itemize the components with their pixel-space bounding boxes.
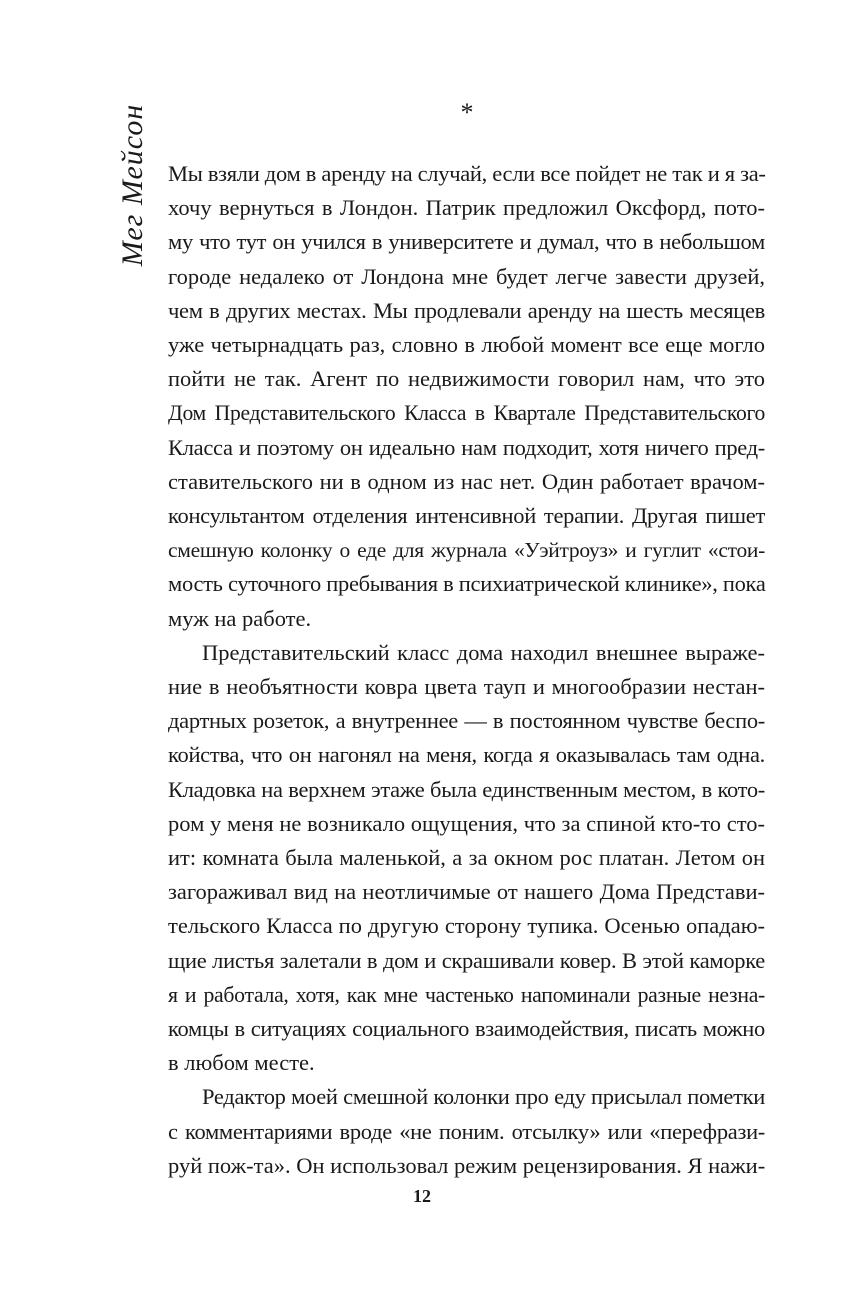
- body-text: [168, 157, 765, 1183]
- text-line: мость суточного пребывания в психиатрической клинике», пока: [168, 571, 766, 597]
- running-head-author: Мег Мейсон: [116, 103, 150, 267]
- text-line: я и работала, хотя, как мне частенько напоминали разные незна-: [168, 982, 765, 1007]
- text-line: Представительский класс дома находил внешнее выраже-: [202, 639, 765, 665]
- text-line: комцы в ситуациях социального взаимодействия, писать можно: [168, 1016, 765, 1042]
- text-line: Класса и поэтому он идеально нам подходит, хотя ничего пред-: [168, 434, 765, 460]
- text-line: Редактор моей смешной колонки про еду присылал пометки: [202, 1084, 765, 1110]
- text-line: с комментариями вроде «не поним. отсылку» или «перефрази-: [168, 1118, 765, 1144]
- text-line: пойти не так. Агент по недвижимости говорил нам, что это: [168, 366, 765, 392]
- text-line: тельского Класса по другую сторону тупика. Осенью опадаю-: [168, 913, 765, 939]
- text-line: ставительского ни в одном из нас нет. Один работает врачом-: [168, 468, 765, 494]
- text-line: городе недалеко от Лондона мне будет легче завести друзей,: [168, 263, 765, 289]
- text-line: загораживал вид на неотличимые от нашего Дома Представи-: [168, 879, 765, 905]
- text-line: койства, что он нагонял на меня, когда я оказывалась там одна.: [168, 742, 765, 768]
- paragraph: [168, 1080, 765, 1183]
- text-line: в любом месте.: [168, 1050, 315, 1076]
- text-line: Кладовка на верхнем этаже была единственным местом, в кото-: [168, 776, 765, 802]
- text-line: хочу вернуться в Лондон. Патрик предложил Оксфорд, пото-: [168, 195, 765, 221]
- text-line: муж на работе.: [168, 605, 312, 631]
- section-mark: *: [460, 98, 474, 127]
- text-line: чем в других местах. Мы продлевали аренду на шесть месяцев: [168, 297, 765, 323]
- text-line: руй пож-та». Он использовал режим рецензирования. Я нажи-: [168, 1152, 766, 1178]
- text-line: му что тут он учился в университете и думал, что в небольшом: [168, 229, 765, 255]
- text-line: Мы взяли дом в аренду на случай, если все пойдет не так и я за-: [168, 161, 766, 186]
- page-number: 12: [413, 1186, 431, 1206]
- text-line: ние в необъятности ковра цвета тауп и многообразии нестан-: [168, 674, 765, 700]
- paragraph: [168, 636, 765, 1081]
- text-line: дартных розеток, а внутреннее — в постоянном чувстве беспо-: [168, 708, 765, 734]
- text-line: консультантом отделения интенсивной терапии. Другая пишет: [168, 503, 765, 529]
- text-line: смешную колонку о еде для журнала «Уэйтроуз» и гуглит «стои-: [168, 538, 765, 563]
- text-line: Дом Представительского Класса в Квартале Представительского: [168, 401, 765, 426]
- text-line: ит: комната была маленькой, а за окном рос платан. Летом он: [168, 845, 765, 871]
- paragraph: [168, 157, 765, 636]
- running-head: [103, 100, 163, 270]
- text-line: уже четырнадцать раз, словно в любой момент все еще могло: [168, 332, 765, 358]
- text-line: щие листья залетали в дом и скрашивали ковер. В этой каморке: [168, 947, 765, 973]
- text-line: ром у меня не возникало ощущения, что за спиной кто-то сто-: [168, 810, 765, 836]
